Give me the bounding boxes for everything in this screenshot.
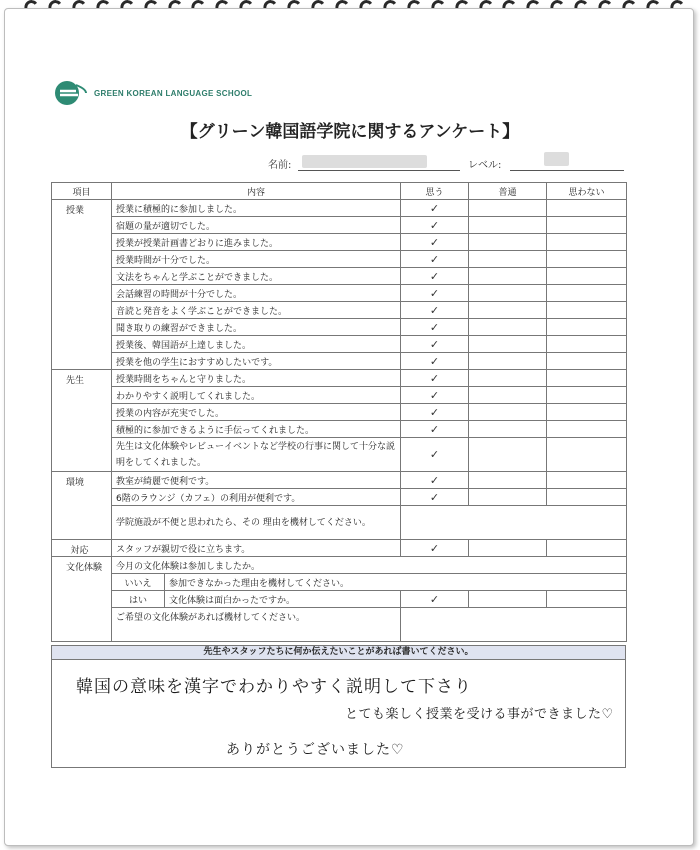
category-teacher: 先生 <box>52 370 112 472</box>
neutral-checkbox[interactable] <box>469 421 547 438</box>
level-label: レベル: <box>468 160 502 171</box>
header-agree: 思う <box>401 183 469 200</box>
disagree-checkbox[interactable] <box>547 591 627 608</box>
neutral-checkbox[interactable] <box>469 387 547 404</box>
agree-checkbox[interactable]: ✓ <box>401 421 469 438</box>
agree-checkbox[interactable]: ✓ <box>401 370 469 387</box>
question-text: 授業に積極的に参加しました。 <box>112 200 401 217</box>
survey-table <box>51 182 627 642</box>
neutral-checkbox[interactable] <box>469 489 547 506</box>
answer-no-label: いいえ <box>112 574 165 591</box>
question-text: 今月の文化体験は参加しましたか。 <box>112 557 627 574</box>
question-text: 先生は文化体験やレビューイベントなど学校の行事に関して十分な説明をしてくれました。 <box>112 438 401 472</box>
agree-checkbox[interactable]: ✓ <box>401 319 469 336</box>
table-row <box>52 557 627 574</box>
table-row <box>52 404 627 421</box>
table-row <box>52 438 627 472</box>
question-text: 文化体験は面白かったですか。 <box>165 591 401 608</box>
category-environment: 環境 <box>52 472 112 540</box>
question-text: 宿題の量が適切でした。 <box>112 217 401 234</box>
neutral-checkbox[interactable] <box>469 404 547 421</box>
table-row <box>52 591 627 608</box>
table-row <box>52 302 627 319</box>
agree-checkbox[interactable]: ✓ <box>401 268 469 285</box>
question-text: 6階のラウンジ（カフェ）の利用が便利です。 <box>112 489 401 506</box>
question-text: 音読と発音をよく学ぶことができました。 <box>112 302 401 319</box>
question-text: 授業後、韓国語が上達しました。 <box>112 336 401 353</box>
disagree-checkbox[interactable] <box>547 251 627 268</box>
question-text: スタッフが親切で役に立ちます。 <box>112 540 401 557</box>
redacted-name <box>302 155 427 168</box>
table-row <box>52 285 627 302</box>
culture-request-field[interactable] <box>401 608 627 642</box>
header-item: 項目 <box>52 183 112 200</box>
neutral-checkbox[interactable] <box>469 302 547 319</box>
question-text: 積極的に参加できるように手伝ってくれました。 <box>112 421 401 438</box>
agree-checkbox[interactable]: ✓ <box>401 217 469 234</box>
neutral-checkbox[interactable] <box>469 268 547 285</box>
school-logo <box>54 80 252 106</box>
disagree-checkbox[interactable] <box>547 234 627 251</box>
disagree-checkbox[interactable] <box>547 319 627 336</box>
table-row <box>52 370 627 387</box>
question-text: 聞き取りの練習ができました。 <box>112 319 401 336</box>
table-row <box>52 319 627 336</box>
neutral-checkbox[interactable] <box>469 336 547 353</box>
agree-checkbox[interactable]: ✓ <box>401 387 469 404</box>
agree-checkbox[interactable]: ✓ <box>401 353 469 370</box>
agree-checkbox[interactable]: ✓ <box>401 302 469 319</box>
question-text: 授業を他の学生におすすめしたいです。 <box>112 353 401 370</box>
agree-checkbox[interactable]: ✓ <box>401 489 469 506</box>
question-text: 参加できなかった理由を機材してください。 <box>165 574 627 591</box>
disagree-checkbox[interactable] <box>547 285 627 302</box>
agree-checkbox[interactable]: ✓ <box>401 438 469 472</box>
page-title: 【グリーン韓国語学院に関するアンケート】 <box>180 122 520 142</box>
neutral-checkbox[interactable] <box>469 438 547 472</box>
facility-reason-field[interactable] <box>401 506 627 540</box>
agree-checkbox[interactable]: ✓ <box>401 234 469 251</box>
neutral-checkbox[interactable] <box>469 234 547 251</box>
neutral-checkbox[interactable] <box>469 217 547 234</box>
disagree-checkbox[interactable] <box>547 472 627 489</box>
category-service: 対応 <box>52 540 112 557</box>
category-class: 授業 <box>52 200 112 370</box>
question-text: 授業が授業計画書どおりに進みました。 <box>112 234 401 251</box>
disagree-checkbox[interactable] <box>547 540 627 557</box>
table-row <box>52 472 627 489</box>
neutral-checkbox[interactable] <box>469 353 547 370</box>
question-text: 学院施設が不便と思われたら、その 理由を機材してください。 <box>112 506 401 540</box>
category-culture: 文化体験 <box>52 557 112 642</box>
redacted-level <box>544 152 569 166</box>
table-row <box>52 387 627 404</box>
neutral-checkbox[interactable] <box>469 370 547 387</box>
table-row <box>52 268 627 285</box>
neutral-checkbox[interactable] <box>469 591 547 608</box>
table-row <box>52 506 627 540</box>
school-logo-icon <box>54 80 88 106</box>
table-row <box>52 336 627 353</box>
handwritten-comment-line: 韓国の意味を漢字でわかりやすく説明して下さり <box>76 677 472 697</box>
disagree-checkbox[interactable] <box>547 268 627 285</box>
neutral-checkbox[interactable] <box>469 472 547 489</box>
table-row <box>52 217 627 234</box>
question-text: 会話練習の時間が十分でした。 <box>112 285 401 302</box>
agree-checkbox[interactable]: ✓ <box>401 540 469 557</box>
disagree-checkbox[interactable] <box>547 336 627 353</box>
agree-checkbox[interactable]: ✓ <box>401 285 469 302</box>
question-text: 授業時間をちゃんと守りました。 <box>112 370 401 387</box>
name-field[interactable] <box>298 170 460 171</box>
handwritten-comment-line: ありがとうございました♡ <box>226 742 405 758</box>
question-text: わかりやすく説明してくれました。 <box>112 387 401 404</box>
disagree-checkbox[interactable] <box>547 421 627 438</box>
disagree-checkbox[interactable] <box>547 404 627 421</box>
table-row <box>52 251 627 268</box>
header-content: 内容 <box>112 183 401 200</box>
agree-checkbox[interactable]: ✓ <box>401 336 469 353</box>
agree-checkbox[interactable]: ✓ <box>401 200 469 217</box>
agree-checkbox[interactable]: ✓ <box>401 591 469 608</box>
table-row <box>52 540 627 557</box>
agree-checkbox[interactable]: ✓ <box>401 404 469 421</box>
disagree-checkbox[interactable] <box>547 387 627 404</box>
question-text: 授業時間が十分でした。 <box>112 251 401 268</box>
disagree-checkbox[interactable] <box>547 217 627 234</box>
table-row <box>52 234 627 251</box>
level-field[interactable] <box>510 170 624 171</box>
question-text: ご希望の文化体験があれば機材してください。 <box>112 608 401 642</box>
handwritten-comment-line: とても楽しく授業を受ける事ができました♡ <box>345 707 614 722</box>
disagree-checkbox[interactable] <box>547 353 627 370</box>
header-neutral: 普通 <box>469 183 547 200</box>
neutral-checkbox[interactable] <box>469 319 547 336</box>
name-label: 名前: <box>268 160 292 171</box>
neutral-checkbox[interactable] <box>469 251 547 268</box>
question-text: 文法をちゃんと学ぶことができました。 <box>112 268 401 285</box>
table-row <box>52 489 627 506</box>
question-text: 教室が綺麗で便利です。 <box>112 472 401 489</box>
neutral-checkbox[interactable] <box>469 540 547 557</box>
disagree-checkbox[interactable] <box>547 200 627 217</box>
disagree-checkbox[interactable] <box>547 438 627 472</box>
agree-checkbox[interactable]: ✓ <box>401 472 469 489</box>
comments-banner: 先生やスタッフたちに何か伝えたいことがあれば書いてください。 <box>51 645 626 660</box>
disagree-checkbox[interactable] <box>547 489 627 506</box>
disagree-checkbox[interactable] <box>547 370 627 387</box>
neutral-checkbox[interactable] <box>469 285 547 302</box>
agree-checkbox[interactable]: ✓ <box>401 251 469 268</box>
table-row <box>52 608 627 642</box>
table-row <box>52 353 627 370</box>
header-disagree: 思わない <box>547 183 627 200</box>
answer-yes-label: はい <box>112 591 165 608</box>
table-row <box>52 200 627 217</box>
disagree-checkbox[interactable] <box>547 302 627 319</box>
table-header <box>52 183 627 200</box>
table-row <box>52 574 627 591</box>
school-name: GREEN KOREAN LANGUAGE SCHOOL <box>94 88 253 98</box>
neutral-checkbox[interactable] <box>469 200 547 217</box>
question-text: 授業の内容が充実でした。 <box>112 404 401 421</box>
table-row <box>52 421 627 438</box>
